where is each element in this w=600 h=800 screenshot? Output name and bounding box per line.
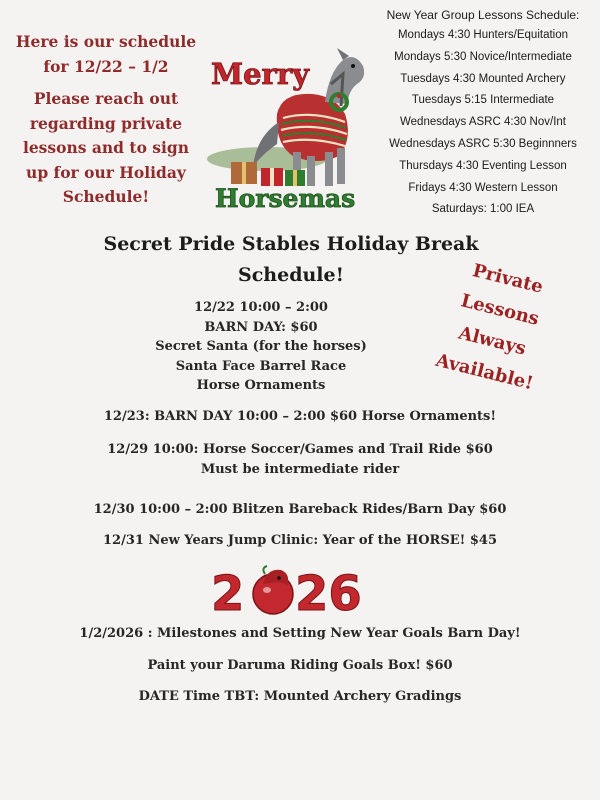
year-2026-graphic <box>205 560 375 620</box>
logo-word-horsemas: Horsemas <box>215 184 356 213</box>
intro-line: Schedule! <box>62 187 150 206</box>
event-line: 12/29 10:00: Horse Soccer/Games and Trail Ride $60 <box>107 442 493 457</box>
title-line: Secret Pride Stables Holiday Break <box>103 233 479 255</box>
event-daruma: Paint your Daruma Riding Goals Box! $60 <box>147 658 453 673</box>
year-digits-26: 26 <box>295 566 362 620</box>
event-1230: 12/30 10:00 – 2:00 Blitzen Bareback Rides/Barn Day $60 <box>93 502 507 517</box>
event-line: Must be intermediate rider <box>200 462 400 477</box>
logo-word-merry: Merry <box>211 57 309 91</box>
barn-day-1222 <box>140 298 382 396</box>
wreath-berry <box>337 94 341 98</box>
lesson-item: Mondays 4:30 Hunters/Equitation <box>397 29 569 41</box>
lesson-item: Wednesdays ASRC 5:30 Beginnners <box>389 137 577 150</box>
intro-line: Here is our schedule <box>15 32 197 51</box>
lesson-item: Tuesdays 4:30 Mounted Archery <box>400 72 566 85</box>
intro-line: for 12/22 – 1/2 <box>43 56 169 76</box>
event-line: Secret Santa (for the horses) <box>155 339 367 354</box>
intro-line: Please reach out <box>33 89 179 108</box>
callout-line: Lessons <box>458 290 542 330</box>
title-line: Schedule! <box>238 264 344 286</box>
event-archery-gradings: DATE Time TBT: Mounted Archery Gradings <box>138 689 462 704</box>
private-lessons-callout <box>403 245 589 408</box>
intro-message <box>6 30 206 210</box>
callout-line: Available! <box>433 349 536 395</box>
lesson-item: Mondays 5:30 Novice/Intermediate <box>394 50 572 63</box>
lesson-item: Tuesdays 5:15 Intermediate <box>411 94 555 107</box>
intro-line: up for our Holiday <box>26 162 186 182</box>
event-0102: 1/2/2026 : Milestones and Setting New Year Goals Barn Day! <box>79 626 521 641</box>
lesson-item: Thursdays 4:30 Eventing Lesson <box>399 159 567 172</box>
event-line: Santa Face Barrel Race <box>175 358 347 374</box>
event-1229 <box>0 440 600 480</box>
callout-line: Always <box>456 322 529 360</box>
lesson-item: Saturdays: 1:00 IEA <box>431 203 535 216</box>
event-1223: 12/23: BARN DAY 10:00 – 2:00 $60 Horse Ornaments! <box>103 409 497 424</box>
lesson-item: Wednesdays ASRC 4:30 Nov/Int <box>400 116 566 129</box>
year-digit-2: 2 <box>211 566 245 620</box>
horse-ornament-icon <box>253 566 293 614</box>
lessons-header: New Year Group Lessons Schedule: <box>386 8 580 22</box>
intro-line: lessons and to sign <box>22 138 190 157</box>
event-line: 12/22 10:00 – 2:00 <box>194 300 328 315</box>
group-lessons-schedule <box>366 6 600 221</box>
event-line: Horse Ornaments <box>196 378 326 393</box>
lesson-item: Fridays 4:30 Western Lesson <box>408 181 558 194</box>
callout-line: Private <box>470 260 546 298</box>
event-1231: 12/31 New Years Jump Clinic: Year of the HORSE! $45 <box>102 533 498 548</box>
event-line: BARN DAY: $60 <box>204 319 318 335</box>
merry-horsemas-logo <box>207 44 367 214</box>
intro-line: regarding private <box>29 113 183 133</box>
horse-eye <box>351 64 355 68</box>
